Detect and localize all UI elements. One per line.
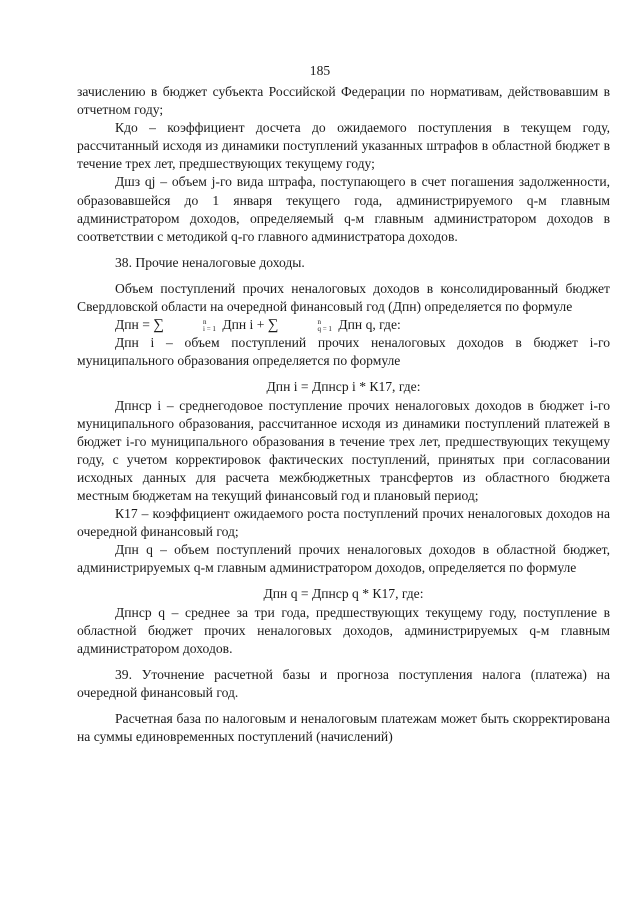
sum-lower-limit: q = 1 <box>317 325 332 333</box>
formula-dpn-total <box>77 316 610 334</box>
paragraph-dshz-definition: Дшз qj – объем j-го вида штрафа, поступающего в счет погашения задолженности, образовавшейся до 1 января текущего года, администрируемого q-м главным администратором доходов, определяемый q-м главным администратором доходов в соответствии с методикой q-го главного администратора доходов. <box>77 174 610 244</box>
formula-dpn-q: Дпн q = Дпнср q * К17, где: <box>263 586 424 602</box>
section-heading-38: 38. Прочие неналоговые доходы. <box>115 254 305 270</box>
page-number: 185 <box>309 63 331 78</box>
paragraph-dpn-i-definition: Дпн i – объем поступлений прочих неналоговых доходов в бюджет i-го муниципального образования определяется по формуле <box>77 335 610 369</box>
sum-upper-limit: n <box>317 318 321 326</box>
sum-symbol: ∑ <box>153 317 164 334</box>
paragraph-continuation: зачислению в бюджет субъекта Российской Федерации по нормативам, действовавшим в отчетном году; <box>77 84 610 118</box>
paragraph-dpnsr-i-definition: Дпнср i – среднегодовое поступление прочих неналоговых доходов в бюджет i-го муниципального образования, рассчитанное исходя из динамики поступлений платежей в бюджет i-го муниципального образования в течение трех лет, предшествующих текущему году, с учетом корректировок фактических поступлений, принятых при согласовании исходных данных для расчета межбюджетных трансфертов из областного бюджета местным бюджетам на текущий финансовый год и плановый период; <box>77 397 610 503</box>
paragraph-dpn-q-definition: Дпн q – объем поступлений прочих неналоговых доходов в областной бюджет, администрируемых q-м главным администратором доходов, определяется по формуле <box>77 542 610 576</box>
paragraph-dpnsr-q-definition: Дпнср q – среднее за три года, предшествующих текущему году, поступление в областной бюджет прочих неналоговых доходов, администрируемых q-м главным администратором доходов. <box>77 604 610 656</box>
sum-limits-i <box>165 319 216 333</box>
sum-symbol: ∑ <box>267 317 279 334</box>
formula-term-q: Дпн q, где: <box>338 317 401 333</box>
sum-upper-limit: n <box>203 318 207 326</box>
paragraph-k17-definition: К17 – коэффициент ожидаемого роста поступлений прочих неналоговых доходов на очередной финансовый год; <box>77 506 610 540</box>
sum-lower-limit: i = 1 <box>203 325 216 333</box>
sum-limits-q <box>279 319 331 333</box>
formula-term-i: Дпн i + <box>222 317 265 333</box>
document-body <box>77 83 610 746</box>
paragraph-dpn-intro: Объем поступлений прочих неналоговых доходов в консолидированный бюджет Свердловской области на очередной финансовый год (Дпн) определяется по формуле <box>77 280 610 315</box>
paragraph-recalculation: Расчетная база по налоговым и неналоговым платежам может быть скорректирована на суммы единовременных поступлений (начислений) <box>77 711 610 745</box>
paragraph-kdo-definition: Кдо – коэффициент досчета до ожидаемого поступления в текущем году, рассчитанный исходя из динамики поступлений указанных штрафов в областной бюджет в течение трех лет, предшествующих текущему году; <box>77 120 610 172</box>
section-heading-39: 39. Уточнение расчетной базы и прогноза поступления налога (платежа) на очередной финансовый год. <box>77 666 610 700</box>
formula-lhs: Дпн = <box>115 317 150 333</box>
formula-dpn-i: Дпн i = Дпнср i * К17, где: <box>266 379 421 395</box>
